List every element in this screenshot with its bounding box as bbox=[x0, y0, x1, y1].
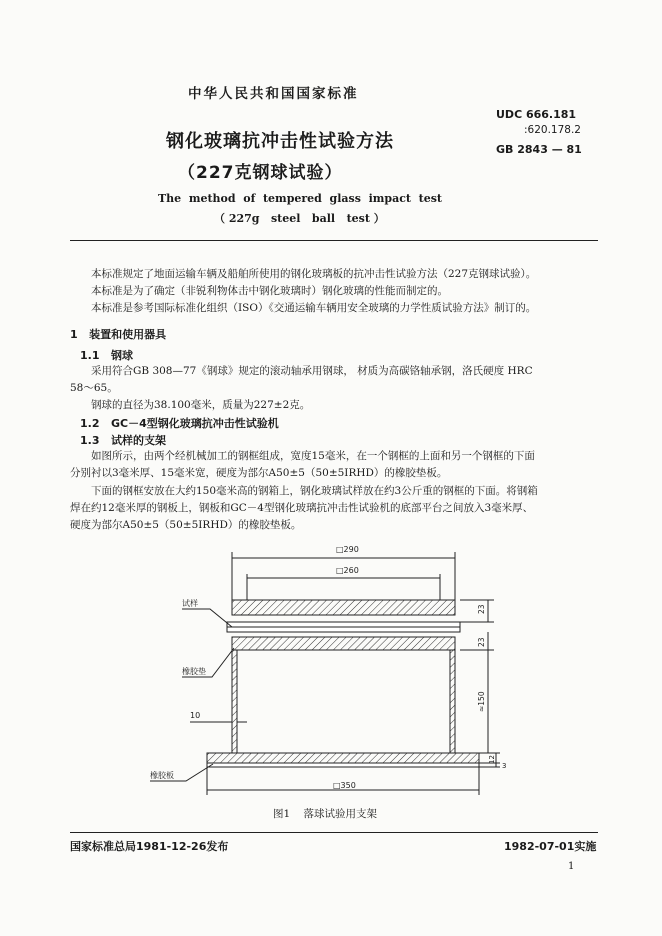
country-standard-title: 中华人民共和国国家标准 bbox=[188, 86, 359, 102]
document-subtitle-en: （ 227g steel ball test ） bbox=[214, 212, 385, 225]
section-1-3-text: 焊在约12毫米厚的钢板上，钢板和GC－4型钢化玻璃抗冲击性试验机的底部平台之间放入3毫米厚、 bbox=[70, 502, 534, 514]
dimension-150: ≈150 bbox=[477, 691, 486, 712]
section-1-3-text: 硬度为部尔A50±5（50±5IRHD）的橡胶垫板。 bbox=[70, 519, 302, 531]
udc-code: UDC 666.181 bbox=[496, 108, 577, 121]
section-1-3-text: 分别衬以3毫米厚、15毫米宽，硬度为部尔A50±5（50±5IRHD）的橡胶垫板。 bbox=[70, 467, 448, 479]
section-1-1-text: 采用符合GB 308—77《钢球》规定的滚动轴承用钢球， 材质为高碳铬轴承钢，洛氏硬度 HRC bbox=[91, 365, 533, 377]
dimension-290: □290 bbox=[336, 545, 359, 554]
label-rubber-pad: 橡胶垫 bbox=[182, 667, 206, 676]
page-number: 1 bbox=[568, 861, 575, 872]
section-1-1-text: 58～65。 bbox=[70, 382, 118, 394]
section-1-1-text: 钢球的直径为38.100毫米，质量为227±2克。 bbox=[91, 399, 311, 411]
dimension-10: 10 bbox=[190, 711, 201, 720]
dimension-350: □350 bbox=[333, 781, 356, 790]
dimension-12: 12 bbox=[488, 755, 496, 764]
dimension-3: 3 bbox=[502, 762, 507, 770]
intro-paragraph: 本标准是为了确定（非锐利物体击中钢化玻璃时）钢化玻璃的性能而制定的。 bbox=[91, 285, 448, 297]
intro-paragraph: 本标准是参考国际标准化组织（ISO）《交通运输车辆用安全玻璃的力学性质试验方法》制订的。 bbox=[91, 302, 537, 314]
intro-paragraph: 本标准规定了地面运输车辆及船舶所使用的钢化玻璃板的抗冲击性试验方法（227克钢球试验）。 bbox=[91, 268, 537, 280]
document-title-zh: 钢化玻璃抗冲击性试验方法 bbox=[166, 131, 394, 152]
footer-divider bbox=[70, 832, 598, 833]
figure-caption: 图1 落球试验用支架 bbox=[273, 808, 378, 820]
section-1-3-heading: 1.3 试样的支架 bbox=[80, 434, 166, 447]
section-1-2-heading: 1.2 GC－4型钢化玻璃抗冲击性试验机 bbox=[80, 417, 279, 430]
section-1-heading: 1 装置和使用器具 bbox=[70, 328, 167, 341]
section-1-3-text: 如图所示，由两个经机械加工的钢框组成，宽度15毫米，在一个钢框的上面和另一个钢框的下面 bbox=[91, 450, 535, 462]
document-title-en: The method of tempered glass impact test bbox=[158, 192, 442, 205]
dimension-23-mid: 23 bbox=[477, 637, 486, 647]
gb-number: GB 2843 — 81 bbox=[496, 143, 582, 156]
dimension-23-top: 23 bbox=[477, 604, 486, 614]
udc-code-continued: :620.178.2 bbox=[524, 124, 581, 136]
effective-date: 1982-07-01实施 bbox=[504, 840, 597, 853]
document-subtitle-zh: （227克钢球试验） bbox=[178, 163, 343, 183]
label-rubber-plate: 橡胶板 bbox=[150, 771, 174, 780]
issued-date: 国家标准总局1981-12-26发布 bbox=[70, 840, 229, 853]
section-1-1-heading: 1.1 钢球 bbox=[80, 349, 133, 362]
section-1-3-text: 下面的钢框安放在大约150毫米高的钢箱上，钢化玻璃试样放在约3公斤重的钢框的下面。将钢箱 bbox=[91, 485, 538, 497]
dimension-260: □260 bbox=[336, 566, 359, 575]
label-specimen: 试样 bbox=[182, 599, 198, 608]
